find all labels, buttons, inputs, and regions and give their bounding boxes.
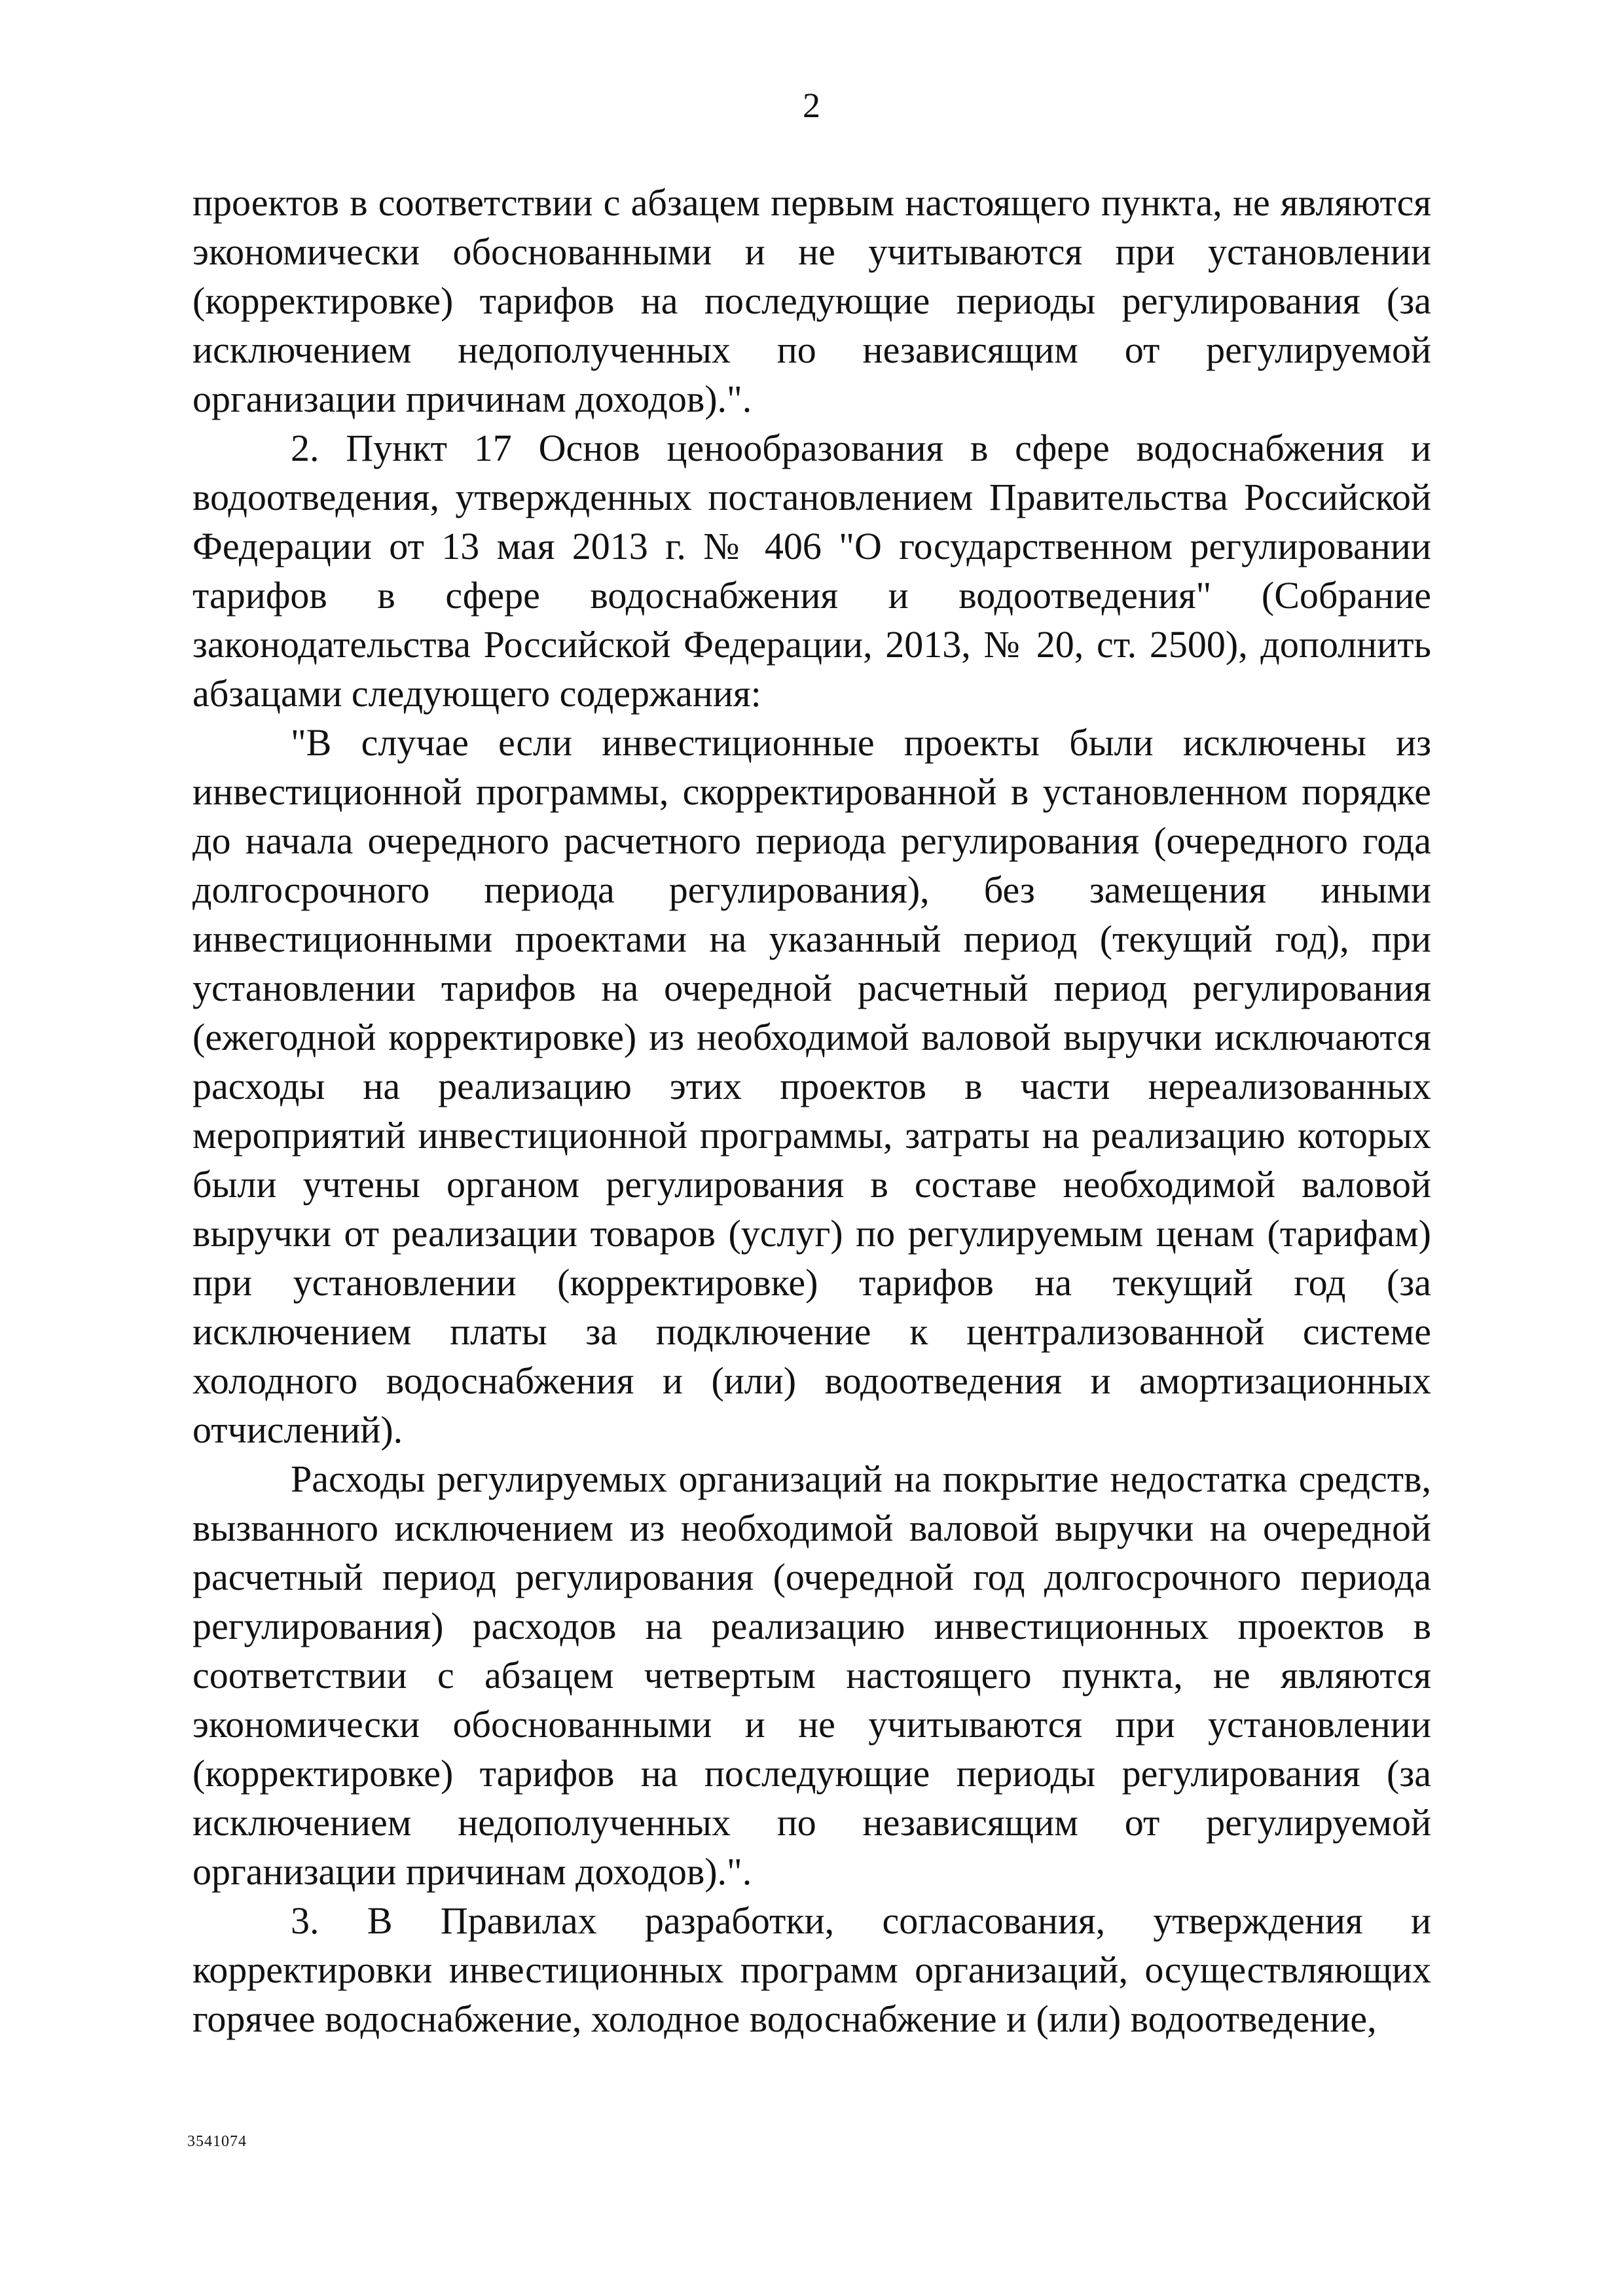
paragraph-expenses: Расходы регулируемых организаций на покрытие недостатка средств, вызванного исключением из необходимой валовой выручки на очередной расчетный период регулирования (очередной год долгосрочного периода регулирования) расходов на реализацию инвестиционных проектов в соответствии с абзацем четвертым настоящего пункта, не являются экономически обоснованными и не учитываются при установлении (корректировке) тарифов на последующие периоды регулирования (за исключением недополученных по независящим от регулируемой организации причинам доходов).". <box>192 1458 1431 1893</box>
paragraph-continuation: проектов в соответствии с абзацем первым настоящего пункта, не являются экономически обоснованными и не учитываются при установлении (корректировке) тарифов на последующие периоды регулирования (за исключением недополученных по независящим от регулируемой организации причинам доходов).". <box>192 181 1431 420</box>
paragraph-quoted-amendment: "В случае если инвестиционные проекты были исключены из инвестиционной программы, скорректированной в установленном порядке до начала очередного расчетного периода регулирования (очередного года долгосрочного периода регулирования), без замещения иными инвестиционными проектами на указанный период (текущий год), при установлении тарифов на очередной расчетный период регулирования (ежегодной корректировке) из необходимой валовой выручки исключаются расходы на реализацию этих проектов в части нереализованных мероприятий инвестиционной программы, затраты на реализацию которых были учтены органом регулирования в составе необходимой валовой выручки от реализации товаров (услуг) по регулируемым ценам (тарифам) при установлении (корректировке) тарифов на текущий год (за исключением платы за подключение к централизованной системе холодного водоснабжения и (или) водоотведения и амортизационных отчислений). <box>192 721 1431 1451</box>
document-code: 3541074 <box>187 2133 247 2150</box>
paragraph-item-2: 2. Пункт 17 Основ ценообразования в сфере водоснабжения и водоотведения, утвержденных постановлением Правительства Российской Федерации от 13 мая 2013 г. № 406 "О государственном регулировании тарифов в сфере водоснабжения и водоотведения" (Собрание законодательства Российской Федерации, 2013, № 20, ст. 2500), дополнить абзацами следующего содержания: <box>192 427 1431 715</box>
page-number: 2 <box>803 86 820 125</box>
document-body <box>192 178 1431 2043</box>
paragraph-item-3: 3. В Правилах разработки, согласования, утверждения и корректировки инвестиционных программ организаций, осуществляющих горячее водоснабжение, холодное водоснабжение и (или) водоотведение, <box>192 1899 1431 2040</box>
